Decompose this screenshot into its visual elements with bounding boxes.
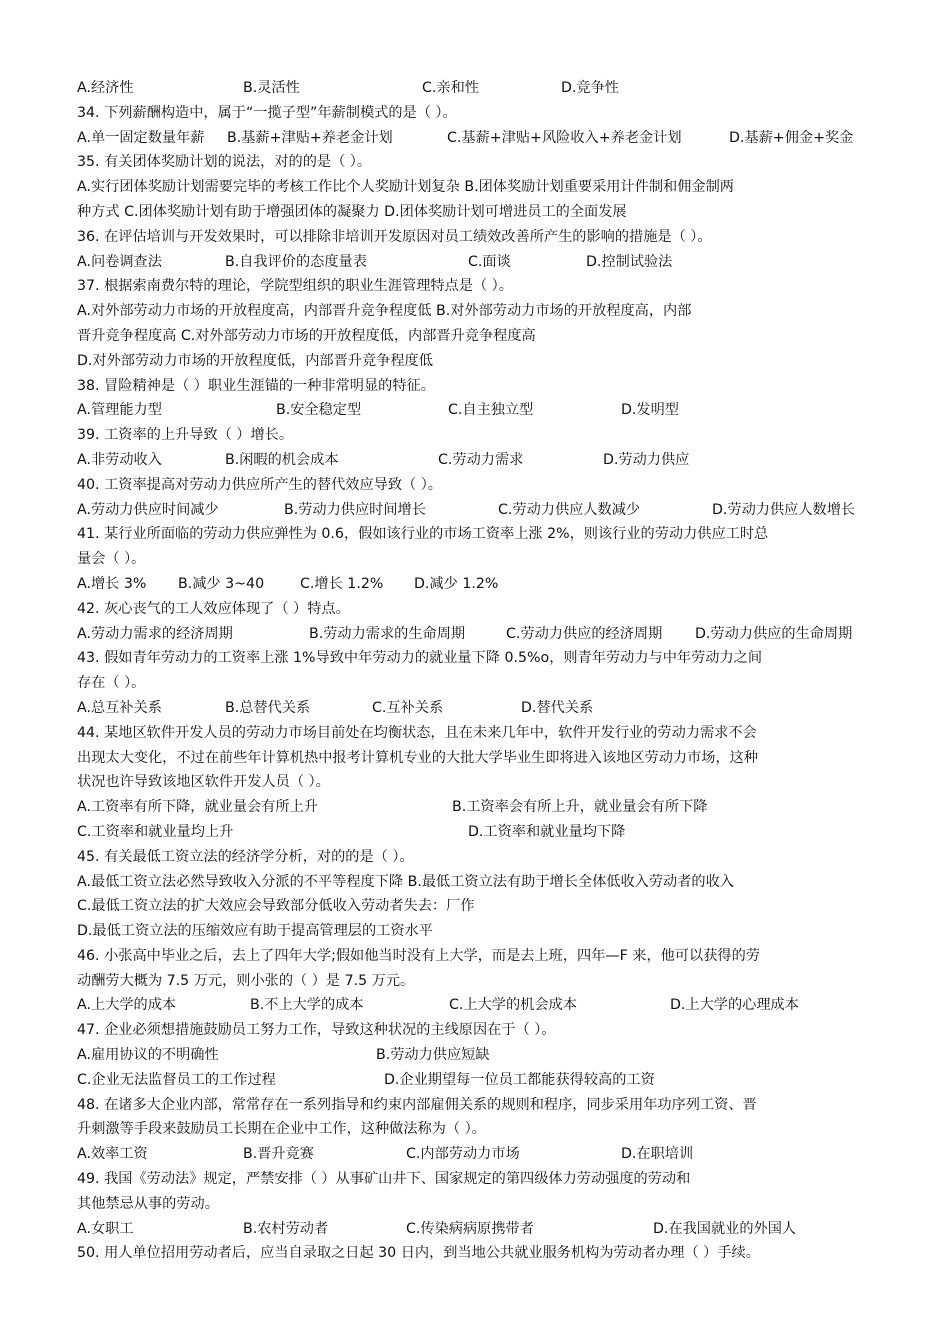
q50-stem: 50. 用人单位招用劳动者后，应当自录取之日起 30 日内，到当地公共就业服务机构为劳动者办理（ ）手续。 — [77, 1245, 760, 1262]
q33-option-b: B.灵活性 — [243, 80, 300, 96]
q42-option-c: C.劳动力供应的经济周期 — [506, 625, 663, 642]
q33-option-c: C.亲和性 — [422, 80, 479, 96]
q40-option-a: A.劳动力供应时间减少 — [77, 501, 219, 518]
q42-option-b: B.劳动力需求的生命周期 — [309, 625, 466, 642]
q49-option-d: D.在我国就业的外国人 — [653, 1220, 797, 1237]
q44-stem-line1: 44. 某地区软件开发人员的劳动力市场目前处在均衡状态，且在未来几年中，软件开发行业的劳动力需求不会 — [77, 724, 757, 741]
q35-options-line1: A.实行团体奖励计划需要完毕的考核工作比个人奖励计划复杂 B.团体奖励计划重要采用计件制和佣金制两 — [77, 179, 734, 196]
q41-stem-line2: 量会（ ）。 — [77, 551, 146, 568]
q46-option-d: D.上大学的心理成本 — [670, 997, 799, 1014]
q46-option-a: A.上大学的成本 — [77, 997, 177, 1014]
q33-option-a: A.经济性 — [77, 80, 134, 96]
q49-options — [77, 1217, 885, 1242]
q47-option-a: A.雇用协议的不明确性 — [77, 1047, 219, 1064]
q43-option-c: C.互补关系 — [372, 699, 444, 716]
q41-options — [77, 572, 885, 597]
q43-options — [77, 696, 885, 721]
q47-options-row2 — [77, 1068, 885, 1093]
q42-option-a: A.劳动力需求的经济周期 — [77, 625, 233, 642]
q45-stem: 45. 有关最低工资立法的经济学分析，对的的是（ ）。 — [77, 848, 414, 865]
q47-option-b: B.劳动力供应短缺 — [376, 1047, 490, 1064]
q38-options — [77, 398, 885, 423]
q36-stem: 36. 在评估培训与开发效果时，可以排除非培训开发原因对员工绩效改善所产生的影响的措施是（ ）。 — [77, 228, 712, 245]
q39-stem: 39. 工资率的上升导致（ ）增长。 — [77, 427, 294, 444]
q45-options-line1: A.最低工资立法必然导致收入分派的不平等程度下降 B.最低工资立法有助于增长全体低收入劳动者的收入 — [77, 873, 734, 890]
q43-stem-line2: 存在（ ）。 — [77, 675, 146, 692]
q34-option-d: D.基薪+佣金+奖金 — [729, 129, 854, 146]
q38-stem: 38. 冒险精神是（ ）职业生涯锚的一种非常明显的特征。 — [77, 377, 435, 394]
q49-stem-line1: 49. 我国《劳动法》规定，严禁安排（ ）从事矿山井下、国家规定的第四级体力劳动强度的劳动和 — [77, 1171, 691, 1188]
q46-options — [77, 993, 885, 1018]
q41-option-c: C.增长 1.2% — [300, 575, 384, 592]
q38-option-d: D.发明型 — [621, 402, 679, 419]
q34-stem: 34. 下列薪酬构造中，属于“一揽子型”年薪制模式的是（ ）。 — [77, 104, 457, 121]
q43-option-b: B.总替代关系 — [225, 699, 311, 716]
q36-options — [77, 250, 885, 275]
q39-option-c: C.劳动力需求 — [438, 451, 524, 468]
q44-option-b: B.工资率会有所上升，就业量会有所下降 — [452, 799, 708, 816]
q43-stem-line1: 43. 假如青年劳动力的工资率上涨 1%导致中年劳动力的就业量下降 0.5%o，则青年劳动力与中年劳动力之间 — [77, 650, 763, 667]
q44-options-row2 — [77, 820, 885, 845]
q40-option-c: C.劳动力供应人数减少 — [498, 501, 641, 518]
q44-option-c: C.工资率和就业量均上升 — [77, 823, 234, 840]
q37-options-line2: 晋升竞争程度高 C.对外部劳动力市场的开放程度低，内部晋升竞争程度高 — [77, 327, 536, 344]
q37-options-line1: A.对外部劳动力市场的开放程度高，内部晋升竞争程度低 B.对外部劳动力市场的开放程度高，内部 — [77, 303, 692, 320]
q34-options — [77, 126, 885, 151]
q36-option-b: B.自我评价的态度量表 — [225, 253, 367, 270]
q48-option-a: A.效率工资 — [77, 1146, 148, 1163]
q47-stem: 47. 企业必须想措施鼓励员工努力工作，导致这种状况的主线原因在于（ ）。 — [77, 1022, 556, 1039]
q45-options-line3: D.最低工资立法的压缩效应有助于提高管理层的工资水平 — [77, 923, 433, 940]
q33-option-d: D.竞争性 — [561, 80, 619, 96]
q44-option-d: D.工资率和就业量均下降 — [468, 823, 626, 840]
q48-stem-line2: 升刺激等手段来鼓励员工长期在企业中工作，这种做法称为（ ）。 — [77, 1121, 486, 1138]
q43-option-a: A.总互补关系 — [77, 699, 162, 716]
q38-option-c: C.自主独立型 — [448, 402, 534, 419]
q47-options-row1 — [77, 1043, 885, 1068]
q40-stem: 40. 工资率提高对劳动力供应所产生的替代效应导致（ ）。 — [77, 476, 442, 493]
q41-option-a: A.增长 3% — [77, 575, 147, 592]
q46-stem-line1: 46. 小张高中毕业之后，去上了四年大学;假如他当时没有上大学，而是去上班，四年—F 来，他可以获得的劳 — [77, 947, 760, 964]
q48-option-c: C.内部劳动力市场 — [406, 1146, 520, 1163]
q49-option-c: C.传染病病原携带者 — [406, 1220, 534, 1237]
q34-option-b: B.基薪+津贴+养老金计划 — [227, 129, 393, 146]
q39-options — [77, 448, 885, 473]
q39-option-a: A.非劳动收入 — [77, 451, 162, 468]
q41-option-d: D.减少 1.2% — [414, 575, 499, 592]
q42-stem: 42. 灰心丧气的工人效应体现了（ ）特点。 — [77, 600, 350, 617]
q48-options — [77, 1142, 885, 1167]
q48-option-b: B.晋升竞赛 — [243, 1146, 314, 1163]
q40-option-d: D.劳动力供应人数增长 — [712, 501, 856, 518]
q39-option-b: B.闲暇的机会成本 — [225, 451, 339, 468]
q40-option-b: B.劳动力供应时间增长 — [284, 501, 426, 518]
q49-stem-line2: 其他禁忌从事的劳动。 — [77, 1195, 219, 1212]
q35-stem: 35. 有关团体奖励计划的说法，对的的是（ ）。 — [77, 154, 372, 171]
q45-options-line2: C.最低工资立法的扩大效应会导致部分低收入劳动者失去：厂作 — [77, 898, 475, 915]
q48-stem-line1: 48. 在诸多大企业内部，常常存在一系列指导和约束内部雇佣关系的规则和程序，同步采用年功序列工资、晋 — [77, 1096, 757, 1113]
q42-options — [77, 622, 885, 647]
q46-option-c: C.上大学的机会成本 — [449, 997, 577, 1014]
q44-stem-line2: 出现太大变化，不过在前些年计算机热中报考计算机专业的大批大学毕业生即将进入该地区劳动力市场，这种 — [77, 749, 759, 766]
q37-stem: 37. 根据索南费尔特的理论，学院型组织的职业生涯管理特点是（ ）。 — [77, 278, 513, 295]
q34-option-a: A.单一固定数量年薪 — [77, 129, 205, 146]
q41-stem-line1: 41. 某行业所面临的劳动力供应弹性为 0.6，假如该行业的市场工资率上涨 2%，则该行业的劳动力供应工时总 — [77, 526, 769, 543]
q37-options-line3: D.对外部劳动力市场的开放程度低，内部晋升竞争程度低 — [77, 352, 433, 369]
q38-option-a: A.管理能力型 — [77, 402, 162, 419]
q47-option-c: C.企业无法监督员工的工作过程 — [77, 1071, 276, 1088]
q46-stem-line2: 动酬劳大概为 7.5 万元，则小张的（ ）是 7.5 万元。 — [77, 972, 415, 989]
q36-option-d: D.控制试验法 — [586, 253, 673, 270]
q40-options — [77, 498, 885, 523]
q33-options — [77, 76, 885, 101]
q48-option-d: D.在职培训 — [621, 1146, 694, 1163]
q35-options-line2: 种方式 C.团体奖励计划有助于增强团体的凝聚力 D.团体奖励计划可增进员工的全面发展 — [77, 203, 627, 220]
q41-option-b: B.减少 3~40 — [178, 575, 265, 592]
q44-stem-line3: 状况也许导致该地区软件开发人员（ ）。 — [77, 774, 330, 791]
q44-options-row1 — [77, 795, 885, 820]
q34-option-c: C.基薪+津贴+风险收入+养老金计划 — [447, 129, 682, 146]
q42-option-d: D.劳动力供应的生命周期 — [695, 625, 853, 642]
q36-option-c: C.面谈 — [468, 253, 511, 270]
exam-page — [77, 76, 885, 1266]
q46-option-b: B.不上大学的成本 — [250, 997, 364, 1014]
q49-option-a: A.女职工 — [77, 1220, 134, 1237]
q44-option-a: A.工资率有所下降，就业量会有所上升 — [77, 799, 318, 816]
q38-option-b: B.安全稳定型 — [276, 402, 362, 419]
q39-option-d: D.劳动力供应 — [603, 451, 690, 468]
q47-option-d: D.企业期望每一位员工都能获得较高的工资 — [384, 1071, 655, 1088]
q49-option-b: B.农村劳动者 — [243, 1220, 329, 1237]
q43-option-d: D.替代关系 — [521, 699, 594, 716]
q36-option-a: A.问卷调查法 — [77, 253, 162, 270]
